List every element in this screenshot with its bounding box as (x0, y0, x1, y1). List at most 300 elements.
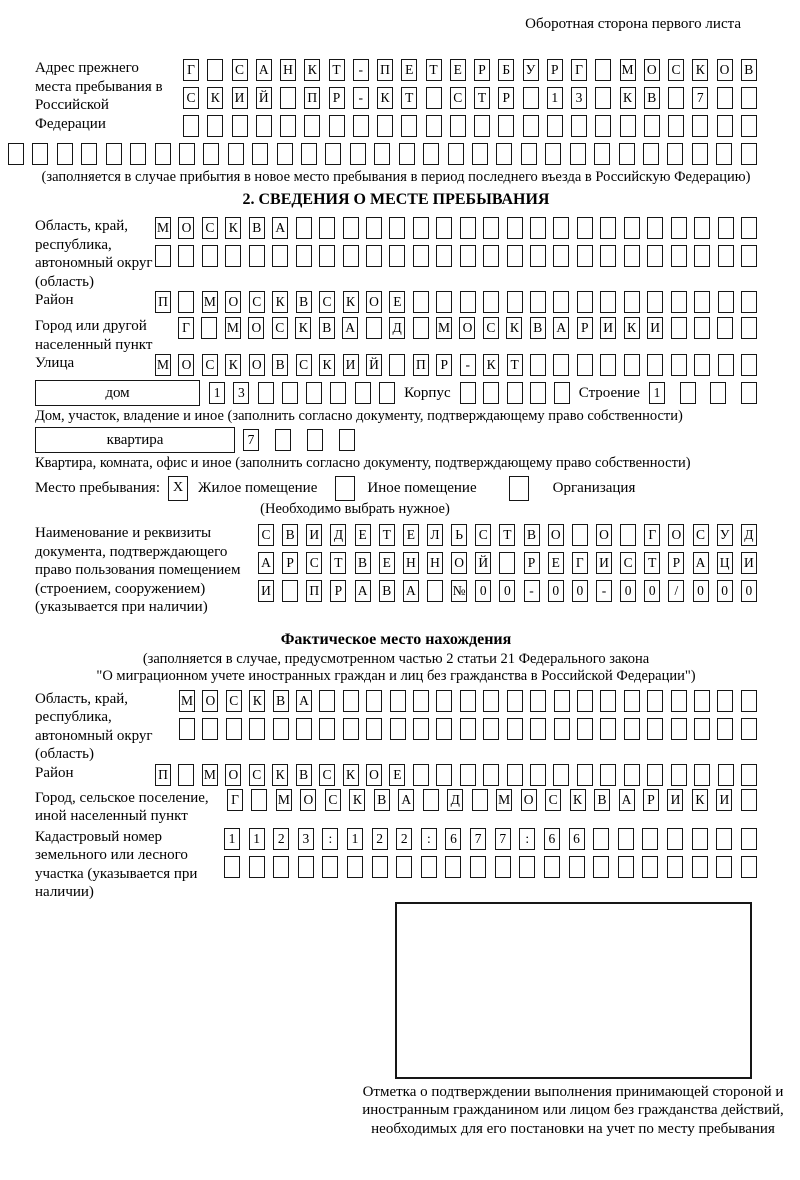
char-box[interactable]: Е (389, 291, 405, 313)
char-box[interactable]: К (319, 354, 335, 376)
char-box[interactable] (413, 690, 429, 712)
char-box[interactable] (179, 718, 195, 740)
char-box[interactable] (553, 217, 569, 239)
char-box[interactable]: / (668, 580, 684, 602)
char-box[interactable]: О (366, 764, 382, 786)
char-box[interactable]: О (202, 690, 218, 712)
char-box[interactable]: А (272, 217, 288, 239)
char-box[interactable] (530, 245, 546, 267)
char-box[interactable] (595, 115, 611, 137)
char-box[interactable] (436, 690, 452, 712)
char-box[interactable] (280, 87, 296, 109)
char-box[interactable]: Е (389, 764, 405, 786)
char-box[interactable] (355, 382, 371, 404)
char-box[interactable]: В (594, 789, 610, 811)
char-box[interactable] (202, 718, 218, 740)
char-box[interactable] (507, 718, 523, 740)
char-box[interactable]: В (296, 291, 312, 313)
char-box[interactable] (413, 291, 429, 313)
char-box[interactable] (600, 217, 616, 239)
char-box[interactable] (718, 291, 734, 313)
char-box[interactable] (671, 245, 687, 267)
char-box[interactable]: И (667, 789, 683, 811)
char-box[interactable] (472, 143, 488, 165)
char-box[interactable]: Г (183, 59, 199, 81)
stay-type-checkbox-other[interactable] (335, 476, 355, 501)
char-box[interactable]: С (319, 291, 335, 313)
char-box[interactable] (577, 764, 593, 786)
char-box[interactable]: П (413, 354, 429, 376)
char-box[interactable]: Е (379, 552, 395, 574)
char-box[interactable] (600, 718, 616, 740)
char-box[interactable] (671, 291, 687, 313)
char-box[interactable]: С (620, 552, 636, 574)
char-box[interactable]: А (619, 789, 635, 811)
char-box[interactable]: А (553, 317, 569, 339)
char-box[interactable]: О (521, 789, 537, 811)
char-box[interactable]: К (249, 690, 265, 712)
char-box[interactable]: П (155, 764, 171, 786)
char-box[interactable]: О (717, 59, 733, 81)
char-box[interactable] (232, 115, 248, 137)
char-box[interactable] (226, 718, 242, 740)
char-box[interactable] (624, 354, 640, 376)
char-box[interactable] (343, 217, 359, 239)
char-box[interactable]: С (296, 354, 312, 376)
char-box[interactable]: О (459, 317, 475, 339)
char-box[interactable] (717, 317, 733, 339)
char-box[interactable] (577, 245, 593, 267)
char-box[interactable] (413, 764, 429, 786)
char-box[interactable] (694, 291, 710, 313)
char-box[interactable]: Р (498, 87, 514, 109)
char-box[interactable] (374, 143, 390, 165)
char-box[interactable] (507, 245, 523, 267)
char-box[interactable]: М (202, 291, 218, 313)
char-box[interactable] (460, 382, 476, 404)
char-box[interactable]: В (282, 524, 298, 546)
char-box[interactable] (647, 764, 663, 786)
char-box[interactable] (450, 115, 466, 137)
char-box[interactable] (600, 690, 616, 712)
char-box[interactable] (741, 217, 757, 239)
char-box[interactable] (32, 143, 48, 165)
char-box[interactable] (296, 245, 312, 267)
char-box[interactable] (530, 354, 546, 376)
stay-type-checkbox-residential[interactable]: X (168, 476, 188, 501)
char-box[interactable] (460, 245, 476, 267)
char-box[interactable]: П (304, 87, 320, 109)
char-box[interactable] (710, 382, 726, 404)
char-box[interactable] (718, 245, 734, 267)
char-box[interactable] (624, 245, 640, 267)
char-box[interactable]: 6 (569, 828, 585, 850)
char-box[interactable]: Е (355, 524, 371, 546)
char-box[interactable]: И (232, 87, 248, 109)
char-box[interactable]: В (374, 789, 390, 811)
char-box[interactable] (436, 718, 452, 740)
char-box[interactable]: С (249, 764, 265, 786)
char-box[interactable] (692, 828, 708, 850)
char-box[interactable]: Р (547, 59, 563, 81)
char-box[interactable] (423, 789, 439, 811)
char-box[interactable] (553, 354, 569, 376)
char-box[interactable] (178, 291, 194, 313)
char-box[interactable]: Р (668, 552, 684, 574)
char-box[interactable] (366, 690, 382, 712)
char-box[interactable]: В (644, 87, 660, 109)
char-box[interactable]: Т (401, 87, 417, 109)
char-box[interactable] (460, 690, 476, 712)
char-box[interactable]: Е (548, 552, 564, 574)
char-box[interactable] (554, 690, 570, 712)
char-box[interactable] (577, 690, 593, 712)
char-box[interactable] (667, 143, 683, 165)
char-box[interactable]: Д (389, 317, 405, 339)
char-box[interactable] (668, 87, 684, 109)
char-box[interactable]: 6 (544, 828, 560, 850)
char-box[interactable] (620, 115, 636, 137)
char-box[interactable]: 7 (692, 87, 708, 109)
char-box[interactable]: К (295, 317, 311, 339)
char-box[interactable] (207, 115, 223, 137)
char-box[interactable]: 2 (372, 828, 388, 850)
char-box[interactable] (507, 764, 523, 786)
char-box[interactable] (57, 143, 73, 165)
char-box[interactable] (577, 354, 593, 376)
char-box[interactable]: Л (427, 524, 443, 546)
char-box[interactable]: Г (227, 789, 243, 811)
char-box[interactable]: О (644, 59, 660, 81)
char-box[interactable]: К (343, 764, 359, 786)
char-box[interactable] (298, 856, 314, 878)
char-box[interactable] (389, 245, 405, 267)
char-box[interactable] (692, 115, 708, 137)
char-box[interactable] (445, 856, 461, 878)
char-box[interactable]: Р (643, 789, 659, 811)
char-box[interactable]: О (178, 354, 194, 376)
char-box[interactable]: К (225, 354, 241, 376)
char-box[interactable]: П (155, 291, 171, 313)
char-box[interactable]: К (225, 217, 241, 239)
char-box[interactable]: К (272, 291, 288, 313)
char-box[interactable] (741, 690, 757, 712)
char-box[interactable] (330, 382, 346, 404)
char-box[interactable] (569, 856, 585, 878)
char-box[interactable] (642, 828, 658, 850)
char-box[interactable]: С (545, 789, 561, 811)
char-box[interactable] (396, 856, 412, 878)
char-box[interactable]: 0 (693, 580, 709, 602)
char-box[interactable]: К (207, 87, 223, 109)
char-box[interactable]: А (355, 580, 371, 602)
char-box[interactable] (179, 143, 195, 165)
char-box[interactable]: О (596, 524, 612, 546)
char-box[interactable] (178, 764, 194, 786)
char-box[interactable] (325, 143, 341, 165)
char-box[interactable]: 6 (445, 828, 461, 850)
char-box[interactable] (593, 828, 609, 850)
char-box[interactable]: 0 (548, 580, 564, 602)
char-box[interactable]: С (226, 690, 242, 712)
char-box[interactable]: П (306, 580, 322, 602)
char-box[interactable]: С (693, 524, 709, 546)
char-box[interactable] (595, 87, 611, 109)
char-box[interactable]: В (524, 524, 540, 546)
char-box[interactable] (741, 87, 757, 109)
char-box[interactable] (202, 245, 218, 267)
char-box[interactable] (282, 382, 298, 404)
char-box[interactable]: 1 (347, 828, 363, 850)
char-box[interactable] (499, 552, 515, 574)
char-box[interactable]: С (325, 789, 341, 811)
char-box[interactable]: Р (577, 317, 593, 339)
char-box[interactable]: М (225, 317, 241, 339)
char-box[interactable] (692, 856, 708, 878)
char-box[interactable] (741, 828, 757, 850)
char-box[interactable] (647, 245, 663, 267)
char-box[interactable] (483, 764, 499, 786)
char-box[interactable] (530, 291, 546, 313)
char-box[interactable]: И (647, 317, 663, 339)
char-box[interactable]: Г (644, 524, 660, 546)
char-box[interactable]: М (155, 354, 171, 376)
char-box[interactable]: М (202, 764, 218, 786)
char-box[interactable]: К (624, 317, 640, 339)
char-box[interactable] (390, 718, 406, 740)
char-box[interactable] (155, 245, 171, 267)
char-box[interactable] (624, 217, 640, 239)
char-box[interactable]: В (741, 59, 757, 81)
char-box[interactable] (618, 856, 634, 878)
stay-type-checkbox-organization[interactable] (509, 476, 529, 501)
char-box[interactable] (252, 143, 268, 165)
char-box[interactable] (577, 718, 593, 740)
char-box[interactable] (496, 143, 512, 165)
char-box[interactable]: У (523, 59, 539, 81)
char-box[interactable]: К (483, 354, 499, 376)
char-box[interactable]: Т (379, 524, 395, 546)
char-box[interactable] (618, 828, 634, 850)
char-box[interactable] (249, 718, 265, 740)
char-box[interactable] (319, 217, 335, 239)
char-box[interactable] (399, 143, 415, 165)
char-box[interactable] (717, 690, 733, 712)
char-box[interactable] (460, 217, 476, 239)
char-box[interactable] (554, 718, 570, 740)
char-box[interactable]: И (596, 552, 612, 574)
char-box[interactable]: И (600, 317, 616, 339)
char-box[interactable] (741, 856, 757, 878)
char-box[interactable]: А (256, 59, 272, 81)
char-box[interactable] (353, 115, 369, 137)
char-box[interactable] (366, 245, 382, 267)
char-box[interactable] (258, 382, 274, 404)
char-box[interactable]: Н (403, 552, 419, 574)
char-box[interactable] (249, 856, 265, 878)
char-box[interactable]: Н (280, 59, 296, 81)
char-box[interactable] (530, 764, 546, 786)
char-box[interactable] (553, 291, 569, 313)
apartment-type-box[interactable]: квартира (35, 427, 235, 453)
char-box[interactable] (647, 217, 663, 239)
char-box[interactable]: 1 (547, 87, 563, 109)
char-box[interactable] (224, 856, 240, 878)
char-box[interactable] (423, 143, 439, 165)
char-box[interactable]: В (273, 690, 289, 712)
char-box[interactable] (716, 828, 732, 850)
char-box[interactable] (343, 718, 359, 740)
char-box[interactable] (741, 789, 757, 811)
char-box[interactable]: М (276, 789, 292, 811)
char-box[interactable]: О (668, 524, 684, 546)
char-box[interactable]: Б (498, 59, 514, 81)
char-box[interactable] (366, 718, 382, 740)
char-box[interactable] (377, 115, 393, 137)
char-box[interactable] (273, 856, 289, 878)
char-box[interactable]: М (620, 59, 636, 81)
char-box[interactable] (593, 856, 609, 878)
char-box[interactable]: М (496, 789, 512, 811)
char-box[interactable]: Т (499, 524, 515, 546)
char-box[interactable]: - (353, 59, 369, 81)
char-box[interactable]: 7 (243, 429, 259, 451)
char-box[interactable] (694, 764, 710, 786)
char-box[interactable]: С (306, 552, 322, 574)
char-box[interactable] (155, 143, 171, 165)
char-box[interactable] (498, 115, 514, 137)
char-box[interactable] (619, 143, 635, 165)
house-type-box[interactable]: дом (35, 380, 200, 406)
char-box[interactable] (483, 291, 499, 313)
char-box[interactable] (718, 217, 734, 239)
char-box[interactable]: Д (330, 524, 346, 546)
char-box[interactable] (647, 690, 663, 712)
char-box[interactable] (716, 143, 732, 165)
char-box[interactable] (436, 217, 452, 239)
char-box[interactable] (671, 217, 687, 239)
char-box[interactable] (741, 382, 757, 404)
char-box[interactable] (273, 718, 289, 740)
char-box[interactable]: А (258, 552, 274, 574)
char-box[interactable]: Д (447, 789, 463, 811)
char-box[interactable]: В (355, 552, 371, 574)
char-box[interactable] (647, 718, 663, 740)
char-box[interactable] (350, 143, 366, 165)
char-box[interactable] (600, 291, 616, 313)
char-box[interactable] (366, 217, 382, 239)
char-box[interactable] (282, 580, 298, 602)
char-box[interactable]: С (319, 764, 335, 786)
char-box[interactable]: В (296, 764, 312, 786)
char-box[interactable]: В (319, 317, 335, 339)
char-box[interactable] (249, 245, 265, 267)
char-box[interactable] (421, 856, 437, 878)
char-box[interactable]: В (530, 317, 546, 339)
char-box[interactable] (600, 764, 616, 786)
char-box[interactable] (343, 245, 359, 267)
char-box[interactable]: К (272, 764, 288, 786)
char-box[interactable]: 0 (475, 580, 491, 602)
char-box[interactable] (523, 115, 539, 137)
char-box[interactable]: Е (403, 524, 419, 546)
char-box[interactable]: 0 (717, 580, 733, 602)
char-box[interactable]: 2 (273, 828, 289, 850)
char-box[interactable] (554, 382, 570, 404)
char-box[interactable]: О (225, 764, 241, 786)
char-box[interactable] (694, 317, 710, 339)
char-box[interactable]: К (349, 789, 365, 811)
char-box[interactable] (277, 143, 293, 165)
char-box[interactable] (106, 143, 122, 165)
char-box[interactable]: Р (329, 87, 345, 109)
char-box[interactable]: : (322, 828, 338, 850)
char-box[interactable]: С (232, 59, 248, 81)
char-box[interactable] (741, 115, 757, 137)
char-box[interactable]: Г (572, 552, 588, 574)
char-box[interactable]: А (398, 789, 414, 811)
char-box[interactable] (460, 718, 476, 740)
char-box[interactable]: К (570, 789, 586, 811)
char-box[interactable] (718, 354, 734, 376)
char-box[interactable]: Е (401, 59, 417, 81)
char-box[interactable]: - (596, 580, 612, 602)
char-box[interactable] (296, 217, 312, 239)
char-box[interactable]: В (379, 580, 395, 602)
char-box[interactable] (319, 718, 335, 740)
char-box[interactable]: И (258, 580, 274, 602)
char-box[interactable] (256, 115, 272, 137)
char-box[interactable] (183, 115, 199, 137)
char-box[interactable] (570, 143, 586, 165)
char-box[interactable] (307, 429, 323, 451)
char-box[interactable]: К (304, 59, 320, 81)
char-box[interactable]: С (475, 524, 491, 546)
char-box[interactable]: 0 (572, 580, 588, 602)
char-box[interactable] (741, 764, 757, 786)
char-box[interactable] (251, 789, 267, 811)
char-box[interactable] (521, 143, 537, 165)
char-box[interactable] (594, 143, 610, 165)
char-box[interactable]: С (202, 217, 218, 239)
char-box[interactable]: Т (507, 354, 523, 376)
char-box[interactable] (203, 143, 219, 165)
char-box[interactable] (667, 828, 683, 850)
char-box[interactable] (600, 245, 616, 267)
char-box[interactable]: - (524, 580, 540, 602)
char-box[interactable]: № (451, 580, 467, 602)
char-box[interactable] (620, 524, 636, 546)
char-box[interactable]: Р (282, 552, 298, 574)
char-box[interactable]: О (248, 317, 264, 339)
char-box[interactable]: И (343, 354, 359, 376)
char-box[interactable]: Ц (717, 552, 733, 574)
char-box[interactable] (460, 764, 476, 786)
char-box[interactable] (692, 143, 708, 165)
char-box[interactable]: С (668, 59, 684, 81)
char-box[interactable]: А (403, 580, 419, 602)
char-box[interactable] (413, 718, 429, 740)
char-box[interactable] (207, 59, 223, 81)
char-box[interactable]: Н (427, 552, 443, 574)
char-box[interactable] (671, 317, 687, 339)
char-box[interactable]: 7 (495, 828, 511, 850)
char-box[interactable] (694, 690, 710, 712)
char-box[interactable] (741, 291, 757, 313)
char-box[interactable] (507, 217, 523, 239)
char-box[interactable]: Т (426, 59, 442, 81)
char-box[interactable] (718, 764, 734, 786)
